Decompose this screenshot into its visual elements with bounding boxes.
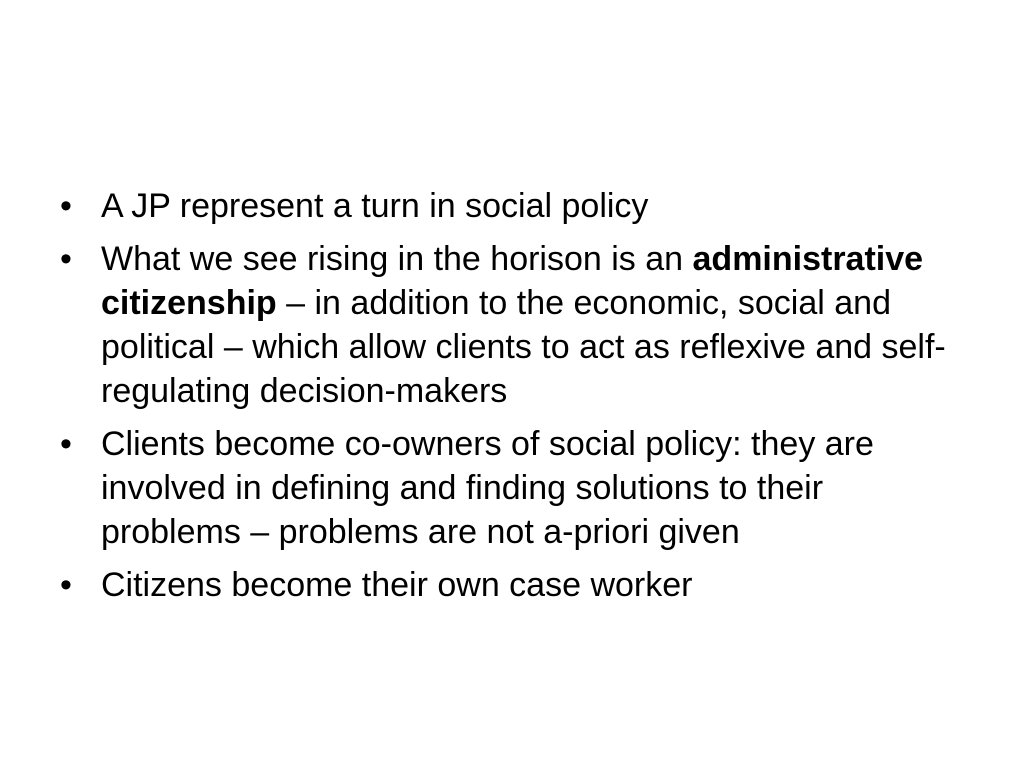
bullet-item-co-owners xyxy=(56,422,956,554)
bullet-text: Clients become co-owners of social policy: they are involved in defining and finding solutions to their problems – problems are not a-priori given xyxy=(101,425,874,551)
bullet-item-case-worker xyxy=(56,563,956,607)
bullet-marker: • xyxy=(60,425,72,463)
bullet-text: Citizens become their own case worker xyxy=(101,566,693,604)
bullet-list xyxy=(56,184,956,616)
bullet-item-administrative-citizenship xyxy=(56,237,956,413)
bullet-text-before: What we see rising in the horison is an xyxy=(101,240,693,278)
bullet-text-emphasis: administrative citizenship xyxy=(101,240,924,322)
bullet-text-after: – in addition to the economic, social and political – which allow clients to act as reflexive and self-regulating decision-makers xyxy=(101,284,946,410)
bullet-marker: • xyxy=(60,240,72,278)
bullet-marker: • xyxy=(60,187,72,225)
bullet-marker: • xyxy=(60,566,72,604)
bullet-text: A JP represent a turn in social policy xyxy=(101,187,649,225)
bullet-item-jp-turn xyxy=(56,184,956,228)
